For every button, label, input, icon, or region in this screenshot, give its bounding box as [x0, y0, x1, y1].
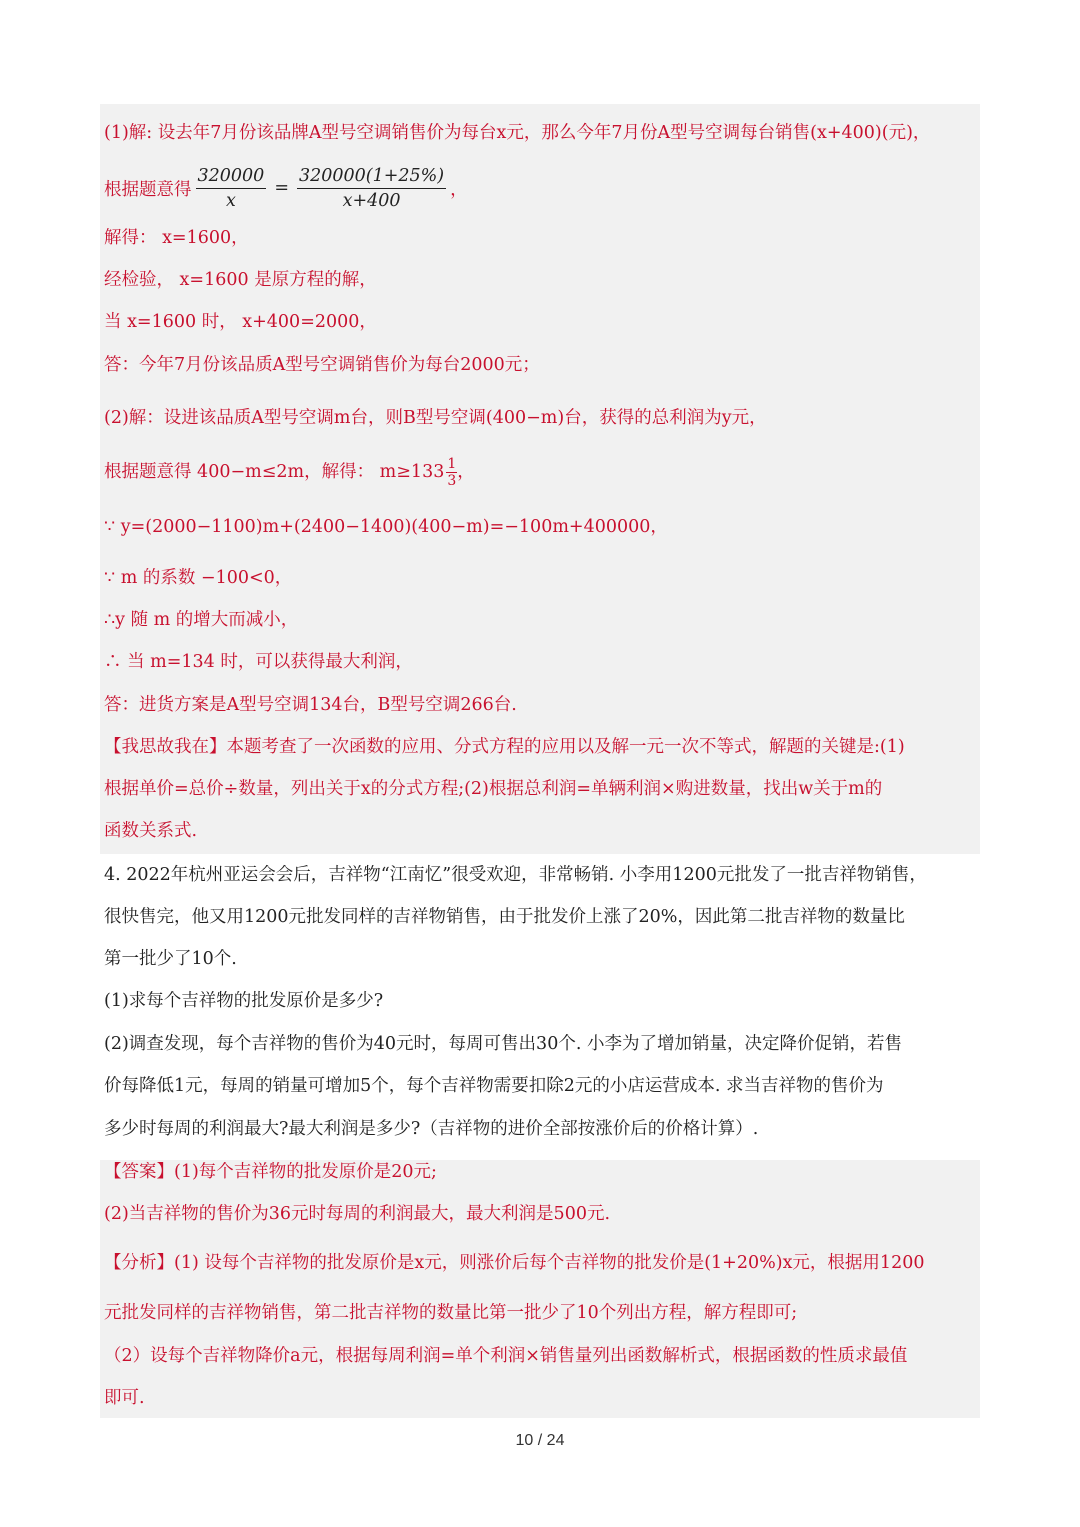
solution-line-2-prefix: 根据题意得 [104, 179, 192, 200]
question-line-7: 多少时每周的利润最大?最大利润是多少?（吉祥物的进价全部按涨价后的价格计算）. [104, 1119, 759, 1139]
page-number: 10 / 24 [515, 1432, 565, 1449]
solution-line-2 [104, 158, 468, 218]
answer-line-2: (2)当吉祥物的售价为36元时每周的利润最大，最大利润是500元. [104, 1204, 611, 1224]
solution-line-8-suffix: ， [457, 462, 475, 482]
reflection-line-2: 根据单价=总价÷数量，列出关于x的分式方程;(2)根据总利润=单辆利润×购进数量，找出w关于m的 [104, 779, 883, 799]
solution-line-6: 答：今年7月份该品质A型号空调销售价为每台2000元； [104, 355, 540, 375]
question-line-4: (1)求每个吉祥物的批发原价是多少? [104, 991, 384, 1011]
analysis-line-2: 元批发同样的吉祥物销售，第二批吉祥物的数量比第一批少了10个列出方程，解方程即可; [104, 1303, 798, 1323]
question-line-6: 价每降低1元，每周的销量可增加5个，每个吉祥物需要扣除2元的小店运营成本. 求当吉祥物的售价为 [104, 1076, 884, 1096]
solution-line-13: 答：进货方案是A型号空调134台，B型号空调266台. [104, 695, 517, 715]
answer-block-shade [100, 1160, 980, 1418]
fraction-2 [297, 164, 446, 213]
question-line-3: 第一批少了10个. [104, 949, 237, 969]
fraction-1-denominator: x [225, 190, 236, 211]
solution-line-7: (2)解：设进该品质A型号空调m台，则B型号空调(400−m)台，获得的总利润为y元， [104, 408, 767, 428]
analysis-line-3: （2）设每个吉祥物降价a元，根据每周利润=单个利润×销售量列出函数解析式，根据函数的性质求最值 [104, 1346, 908, 1366]
solution-line-2-suffix: ， [450, 179, 468, 200]
fraction-1 [196, 164, 267, 213]
solution-line-1: (1)解: 设去年7月份该品牌A型号空调销售价为每台x元，那么今年7月份A型号空调每台销售(x+400)(元)， [104, 123, 931, 143]
fraction-2-denominator: x+400 [342, 190, 401, 211]
fraction-1-numerator: 320000 [196, 164, 267, 189]
question-line-2: 很快售完，他又用1200元批发同样的吉祥物销售，由于批发价上涨了20%，因此第二批吉祥物的数量比 [104, 907, 905, 927]
analysis-line-1: 【分析】(1) 设每个吉祥物的批发原价是x元，则涨价后每个吉祥物的批发价是(1+20%)x元，根据用1200 [104, 1253, 925, 1273]
solution-line-9: ∵ y=(2000−1100)m+(2400−1400)(400−m)=−100m+400000， [104, 517, 668, 537]
reflection-line-1: 【我思故我在】本题考查了一次函数的应用、分式方程的应用以及解一元一次不等式，解题的关键是:(1) [104, 737, 905, 757]
solution-line-11: ∴y 随 m 的增大而减小， [104, 610, 299, 630]
solution-line-3: 解得： x=1600， [104, 228, 249, 248]
solution-line-5: 当 x=1600 时， x+400=2000， [104, 312, 377, 332]
reflection-line-3: 函数关系式. [104, 821, 198, 841]
fraction-2-numerator: 320000(1+25%) [297, 164, 446, 189]
mixed-fraction-numerator: 1 [447, 456, 457, 472]
solution-line-12: ∴ 当 m=134 时，可以获得最大利润， [104, 652, 413, 672]
question-line-1: 4. 2022年杭州亚运会会后，吉祥物“江南忆”很受欢迎，非常畅销. 小李用1200元批发了一批吉祥物销售， [104, 865, 927, 885]
analysis-line-4: 即可. [104, 1388, 145, 1408]
question-line-5: (2)调查发现，每个吉祥物的售价为40元时，每周可售出30个. 小李为了增加销量，决定降价促销，若售 [104, 1034, 902, 1054]
mixed-fraction [446, 456, 457, 489]
equals-sign: = [274, 178, 289, 198]
solution-line-8 [104, 452, 976, 492]
solution-line-4: 经检验， x=1600 是原方程的解， [104, 270, 377, 290]
solution-line-8-prefix: 根据题意得 400−m≤2m，解得： m≥133 [104, 462, 445, 482]
mixed-fraction-denominator: 3 [447, 473, 457, 489]
answer-line-1: 【答案】(1)每个吉祥物的批发原价是20元; [104, 1162, 437, 1182]
solution-line-10: ∵ m 的系数 −100<0， [104, 568, 293, 588]
